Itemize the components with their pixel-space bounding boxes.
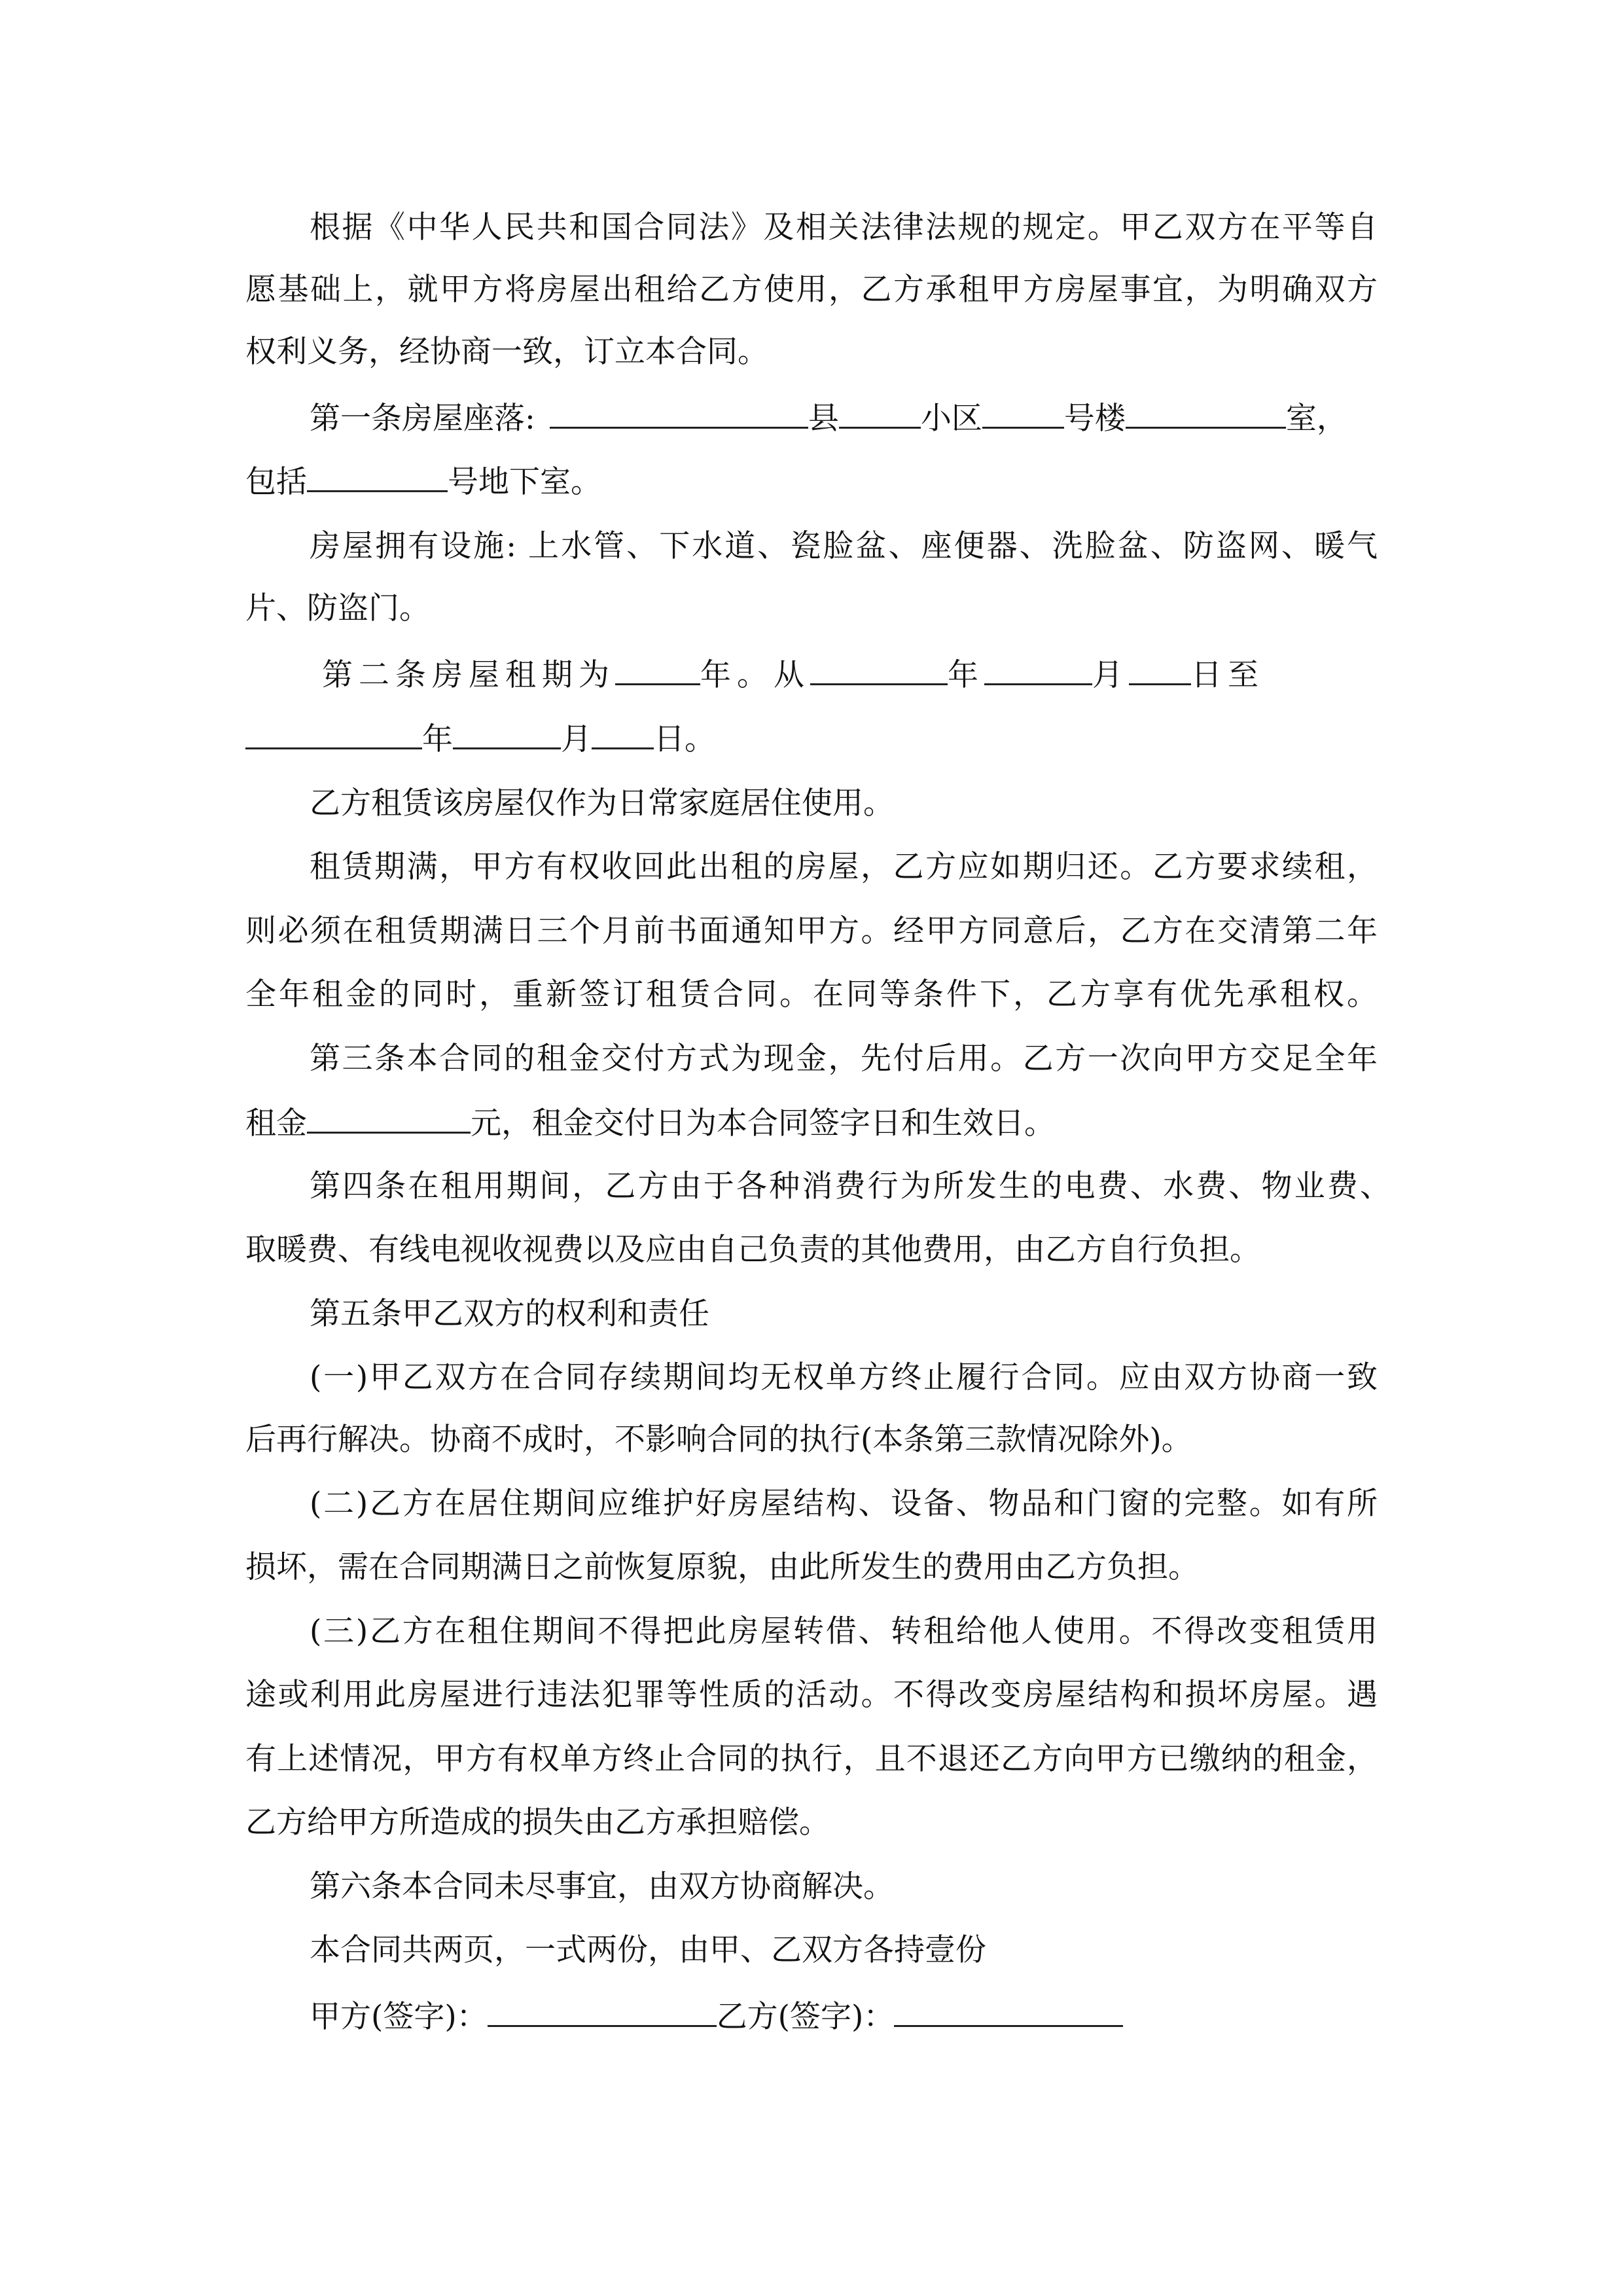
copies-line: 本合同共两页，一式两份，由甲、乙双方各持壹份 [310, 1932, 986, 1968]
expiry-line-3: 全年租金的同时，重新签订租赁合同。在同等条件下，乙方享有优先承租权。 [245, 977, 1378, 1013]
include-label: 包括 [245, 464, 307, 500]
article-2-prefix: 第二条房屋租期为 [322, 657, 615, 693]
expiry-line-2: 则必须在租赁期满日三个月前书面通知甲方。经甲方同意后，乙方在交清第二年 [245, 913, 1378, 949]
article-3-line-2 [245, 1103, 1055, 1143]
clause-3-line-1: (三)乙方在租住期间不得把此房屋转借、转租给他人使用。不得改变租赁用 [310, 1613, 1378, 1649]
clause-3-line-3: 有上述情况，甲方有权单方终止合同的执行，且不退还乙方向甲方已缴纳的租金， [245, 1741, 1378, 1777]
county-label: 县 [808, 401, 839, 437]
year-from-label: 年。从 [700, 657, 810, 693]
party-b-label: 乙方(签字)： [716, 1999, 895, 2035]
start-month-blank [984, 655, 1092, 685]
clause-2-line-2: 损坏，需在合同期满日之前恢复原貌，由此所发生的费用由乙方负担。 [245, 1549, 1199, 1585]
intro-line-3: 权利义务，经协商一致，订立本合同。 [245, 334, 768, 370]
article-3-line-1: 第三条本合同的租金交付方式为现金，先付后用。乙方一次向甲方交足全年 [310, 1041, 1378, 1077]
article-1-location [310, 398, 1378, 439]
room-blank [1126, 398, 1286, 429]
clause-3-line-2: 途或利用此房屋进行违法犯罪等性质的活动。不得改变房屋结构和损坏房屋。遇 [245, 1677, 1378, 1713]
intro-line-2: 愿基础上，就甲方将房屋出租给乙方使用，乙方承租甲方房屋事宜，为明确双方 [245, 272, 1378, 308]
start-month-label: 月 [1092, 657, 1129, 693]
start-year-blank [810, 655, 948, 685]
party-b-signature-blank[interactable] [894, 1996, 1123, 2027]
clause-1-line-1: (一)甲乙双方在合同存续期间均无权单方终止履行合同。应由双方协商一致 [310, 1359, 1378, 1395]
party-a-signature-blank[interactable] [488, 1996, 717, 2027]
rent-rest: 元，租金交付日为本合同签字日和生效日。 [471, 1105, 1055, 1141]
end-month-label: 月 [561, 721, 592, 757]
article-1-prefix: 第一条房屋座落: [310, 401, 535, 437]
years-blank [615, 655, 700, 685]
building-blank [982, 398, 1064, 429]
facilities-line-2: 片、防盗门。 [245, 590, 430, 626]
rent-label: 租金 [245, 1105, 307, 1141]
rent-amount-blank [307, 1103, 471, 1134]
clause-1-line-2: 后再行解决。协商不成时，不影响合同的执行(本条第三款情况除外)。 [245, 1422, 1192, 1458]
end-day-label: 日。 [654, 721, 715, 757]
clause-2-line-1: (二)乙方在居住期间应维护好房屋结构、设备、物品和门窗的完整。如有所 [310, 1486, 1378, 1522]
signature-line [310, 1996, 1123, 2037]
article-5-title: 第五条甲乙双方的权利和责任 [310, 1296, 709, 1332]
article-2-term [322, 655, 1264, 695]
article-4-line-2: 取暖费、有线电视收视费以及应由自己负责的其他费用，由乙方自行负担。 [245, 1232, 1260, 1268]
building-label: 号楼 [1063, 401, 1126, 437]
intro-line-1: 根据《中华人民共和国合同法》及相关法律法规的规定。甲乙双方在平等自 [310, 209, 1378, 245]
end-day-blank [592, 719, 654, 749]
community-blank [839, 398, 921, 429]
start-day-blank [1129, 655, 1191, 685]
clause-3-line-4: 乙方给甲方所造成的损失由乙方承担赔偿。 [245, 1804, 830, 1840]
facilities-line-1: 房屋拥有设施: 上水管、下水道、瓷脸盆、座便器、洗脸盆、防盗网、暖气 [310, 528, 1378, 564]
basement-blank [307, 461, 448, 492]
community-label: 小区 [920, 401, 982, 437]
end-year-blank [245, 719, 422, 749]
basement-label: 号地下室。 [448, 464, 601, 500]
room-label: 室， [1285, 401, 1347, 437]
article-4-line-1: 第四条在租用期间，乙方由于各种消费行为所发生的电费、水费、物业费、 [310, 1168, 1391, 1204]
start-year-label: 年 [948, 657, 984, 693]
county-blank [550, 398, 808, 429]
usage-line: 乙方租赁该房屋仅作为日常家庭居住使用。 [310, 785, 894, 821]
article-2-end-date [245, 719, 715, 759]
end-year-label: 年 [422, 721, 453, 757]
start-day-label: 日至 [1191, 657, 1264, 693]
article-1-basement [245, 461, 601, 502]
party-a-label: 甲方(签字)： [310, 1999, 488, 2035]
expiry-line-1: 租赁期满，甲方有权收回此出租的房屋，乙方应如期归还。乙方要求续租， [310, 849, 1378, 885]
end-month-blank [453, 719, 561, 749]
article-6: 第六条本合同未尽事宜，由双方协商解决。 [310, 1869, 894, 1905]
